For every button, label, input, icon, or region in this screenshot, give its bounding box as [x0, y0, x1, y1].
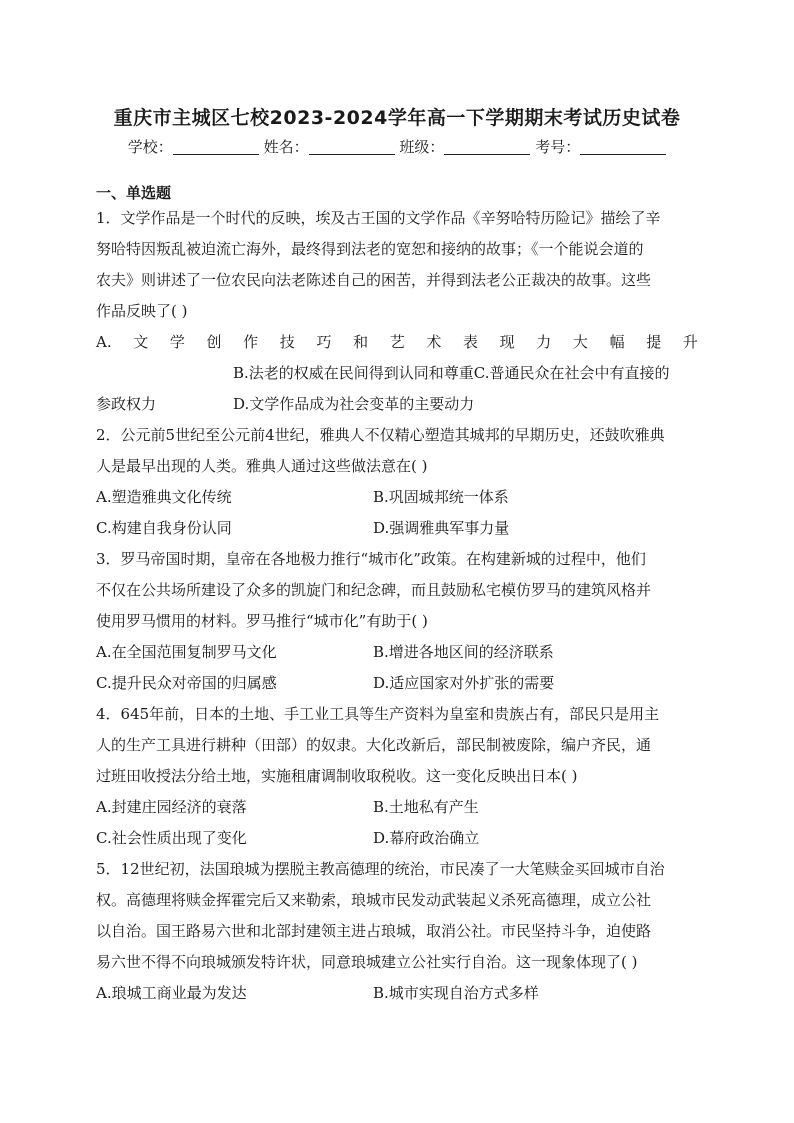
question-4-option-d: D.幕府政治确立: [373, 829, 480, 847]
option-a-char: 表: [463, 333, 479, 351]
question-1: [96, 203, 698, 420]
question-1-line: 1．文学作品是一个时代的反映，埃及古王国的文学作品《辛努哈特历险记》描绘了辛: [96, 209, 661, 227]
question-5-line: 5．12世纪初，法国琅城为摆脱主教高德理的统治，市民凑了一大笔赎金买回城市自治: [96, 860, 665, 878]
question-3-line: 使用罗马惯用的材料。罗马推行“城市化”有助于( ): [96, 612, 428, 630]
option-a-char: 力: [536, 333, 552, 351]
question-2-option-c: C.构建自我身份认同: [96, 519, 232, 537]
question-5: [96, 854, 698, 1009]
name-blank: [309, 140, 395, 155]
school-label: 学校：: [127, 138, 173, 156]
question-3-option-a: A.在全国范围复制罗马文化: [96, 643, 277, 661]
option-a-char: 提: [646, 333, 662, 351]
class-label: 班级：: [399, 138, 445, 156]
question-3: [96, 544, 698, 699]
exam-no-label: 考号：: [535, 138, 581, 156]
question-3-line: 3．罗马帝国时期，皇帝在各地极力推行“城市化”政策。在构建新城的过程中，他们: [96, 550, 646, 568]
question-1-options-cd: [96, 389, 698, 420]
question-3-option-d: D.适应国家对外扩张的需要: [373, 674, 555, 692]
question-5-line: 易六世不得不向琅城颁发特许状，同意琅城建立公社实行自治。这一现象体现了( ): [96, 953, 638, 971]
question-5-line: 以自治。国王路易六世和北部封建领主进占琅城，取消公社。市民坚持斗争，迫使路: [96, 922, 652, 940]
question-3-options-ab: [96, 637, 698, 668]
option-a-char: 作: [243, 333, 259, 351]
question-1-line: 努哈特因叛乱被迫流亡海外，最终得到法老的宽恕和接纳的故事；《一个能说会道的: [96, 240, 644, 258]
option-a-char: 艺: [389, 333, 405, 351]
question-2: [96, 420, 698, 544]
option-a-char: 创: [206, 333, 222, 351]
option-a-char: 大: [572, 333, 588, 351]
question-1-option-c-cont: 参政权力: [96, 395, 157, 413]
page-title: 重庆市主城区七校2023-2024学年高一下学期期末考试历史试卷: [113, 107, 681, 129]
question-1-option-bc: B.法老的权威在民间得到认同和尊重C.普通民众在社会中有直接的: [233, 364, 670, 382]
question-4-option-b: B.土地私有产生: [373, 798, 479, 816]
question-4-option-c: C.社会性质出现了变化: [96, 829, 247, 847]
option-a-char: 文: [133, 333, 149, 351]
question-1-option-a: [96, 327, 698, 358]
option-a-char: A.: [96, 333, 112, 351]
question-2-line: 人是最早出现的人类。雅典人通过这些做法意在( ): [96, 457, 428, 475]
option-a-char: 学: [169, 333, 185, 351]
question-3-option-b: B.增进各地区间的经济联系: [373, 643, 554, 661]
section-heading: 一、单选题: [96, 184, 172, 202]
option-a-char: 幅: [609, 333, 625, 351]
question-4-line: 人的生产工具进行耕种（田部）的奴隶。大化改新后，部民制被废除，编户齐民，通: [96, 736, 652, 754]
question-5-option-a: A.琅城工商业最为发达: [96, 984, 247, 1002]
option-a-char: 现: [499, 333, 515, 351]
option-a-char: 技: [279, 333, 295, 351]
question-2-option-d: D.强调雅典军事力量: [373, 519, 510, 537]
question-5-options-ab: [96, 978, 698, 1009]
exam-no-blank: [580, 140, 666, 155]
question-4-line: 4．645年前，日本的土地、手工业工具等生产资料为皇室和贵族占有，部民只是用主: [96, 705, 660, 723]
question-1-line: 农夫》则讲述了一位农民向法老陈述自己的困苦，并得到法老公正裁决的故事。这些: [96, 271, 652, 289]
name-label: 姓名：: [263, 138, 309, 156]
student-info-line: [0, 136, 794, 157]
question-4-options-cd: [96, 823, 698, 854]
questions-body: [96, 203, 698, 1009]
option-a-char: 和: [353, 333, 369, 351]
school-blank: [173, 140, 259, 155]
option-a-char: 巧: [316, 333, 332, 351]
question-3-option-c: C.提升民众对帝国的归属感: [96, 674, 277, 692]
question-2-option-a: A.塑造雅典文化传统: [96, 488, 232, 506]
question-2-line: 2．公元前5世纪至公元前4世纪，雅典人不仅精心塑造其城邦的早期历史，还鼓吹雅典: [96, 426, 665, 444]
question-4-line: 过班田收授法分给土地，实施租庸调制收取税收。这一变化反映出日本( ): [96, 767, 578, 785]
question-5-line: 权。高德理将赎金挥霍完后又来勒索，琅城市民发动武装起义杀死高德理，成立公社: [96, 891, 652, 909]
question-4: [96, 699, 698, 854]
question-1-option-d: D.文学作品成为社会变革的主要动力: [233, 395, 475, 413]
question-2-options-ab: [96, 482, 698, 513]
question-4-option-a: A.封建庄园经济的衰落: [96, 798, 247, 816]
question-5-option-b: B.城市实现自治方式多样: [373, 984, 539, 1002]
question-1-line: 作品反映了( ): [96, 302, 188, 320]
class-blank: [444, 140, 530, 155]
question-3-options-cd: [96, 668, 698, 699]
question-4-options-ab: [96, 792, 698, 823]
option-a-char: 术: [426, 333, 442, 351]
question-2-options-cd: [96, 513, 698, 544]
question-2-option-b: B.巩固城邦统一体系: [373, 488, 509, 506]
question-1-options-bc: [96, 358, 698, 389]
option-a-char: 升: [682, 333, 698, 351]
question-3-line: 不仅在公共场所建设了众多的凯旋门和纪念碑，而且鼓励私宅模仿罗马的建筑风格并: [96, 581, 652, 599]
